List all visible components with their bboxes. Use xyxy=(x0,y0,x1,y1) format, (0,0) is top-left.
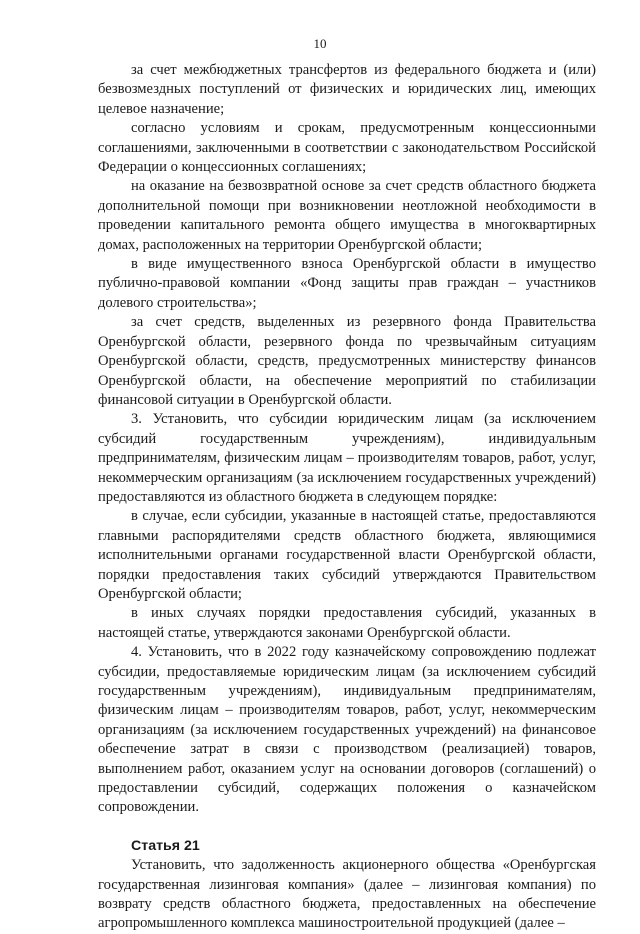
paragraph-clause-4: 4. Установить, что в 2022 году казначейскому сопровождению подлежат субсидии, предоставляемые юридическим лицам (за исключением субсидий государственным учреждениям), индивидуальным предпринимателям, физическим лицам – производителям товаров, работ, услуг, некоммерческим организациям (за исключением государственных учреждений) на финансовое обеспечение затрат в связи с производством (реализацией) товаров, выполнением работ, оказанием услуг на основании договоров (соглашений) о предоставлении субсидий, содержащих положения о казначейском сопровождении. xyxy=(98,644,596,816)
paragraph-property-contribution: в виде имущественного взноса Оренбургской области в имущество публично-правовой компании «Фонд защиты прав граждан – участников долевого строительства»; xyxy=(98,256,596,311)
document-body xyxy=(98,61,596,934)
article-heading: Статья 21 xyxy=(131,837,200,854)
paragraph-reserve-fund: за счет средств, выделенных из резервного фонда Правительства Оренбургской области, резервного фонда по чрезвычайным ситуациям Оренбургской области, средств, предусмотренных министерству финансов Оренбургской области, на обеспечение мероприятий по стабилизации финансовой ситуации в Оренбургской области. xyxy=(98,314,596,408)
paragraph-subsidy-procedures-laws: в иных случаях порядки предоставления субсидий, указанных в настоящей статье, утверждаются законами Оренбургской области. xyxy=(98,605,596,641)
paragraph-capital-repair-assistance: на оказание на безвозвратной основе за счет средств областного бюджета дополнительной помощи при возникновении неотложной необходимости в проведении капитального ремонта общего имущества в многоквартирных домах, расположенных на территории Оренбургской области; xyxy=(98,178,596,253)
paragraph-subsidy-procedures-government: в случае, если субсидии, указанные в настоящей статье, предоставляются главными распорядителями средств областного бюджета, являющимися исполнительными органами государственной власти Оренбургской области, порядки предоставления таких субсидий утверждаются Правительством Оренбургской области; xyxy=(98,508,596,602)
paragraph-clause-3: 3. Установить, что субсидии юридическим лицам (за исключением субсидий государственным учреждениям), индивидуальным предпринимателям, физическим лицам – производителям товаров, работ, услуг, некоммерческим организациям (за исключением государственных учреждений) предоставляются из областного бюджета в следующем порядке: xyxy=(98,411,596,505)
article-paragraph: Установить, что задолженность акционерного общества «Оренбургская государственная лизинговая компания» (далее – лизинговая компания) по возврату средств областного бюджета, предоставленных на обеспечение агропромышленного комплекса машиностроительной продукцией (далее – xyxy=(98,857,596,932)
paragraph-concession-agreements: согласно условиям и срокам, предусмотренным концессионными соглашениями, заключенными в соответствии с законодательством Российской Федерации о концессионных соглашениях; xyxy=(98,120,596,176)
page-number: 10 xyxy=(313,36,327,51)
paragraph-intergovernmental-transfers: за счет межбюджетных трансфертов из федерального бюджета и (или) безвозмездных поступлений от физических и юридических лиц, имеющих целевое назначение; xyxy=(98,62,596,117)
